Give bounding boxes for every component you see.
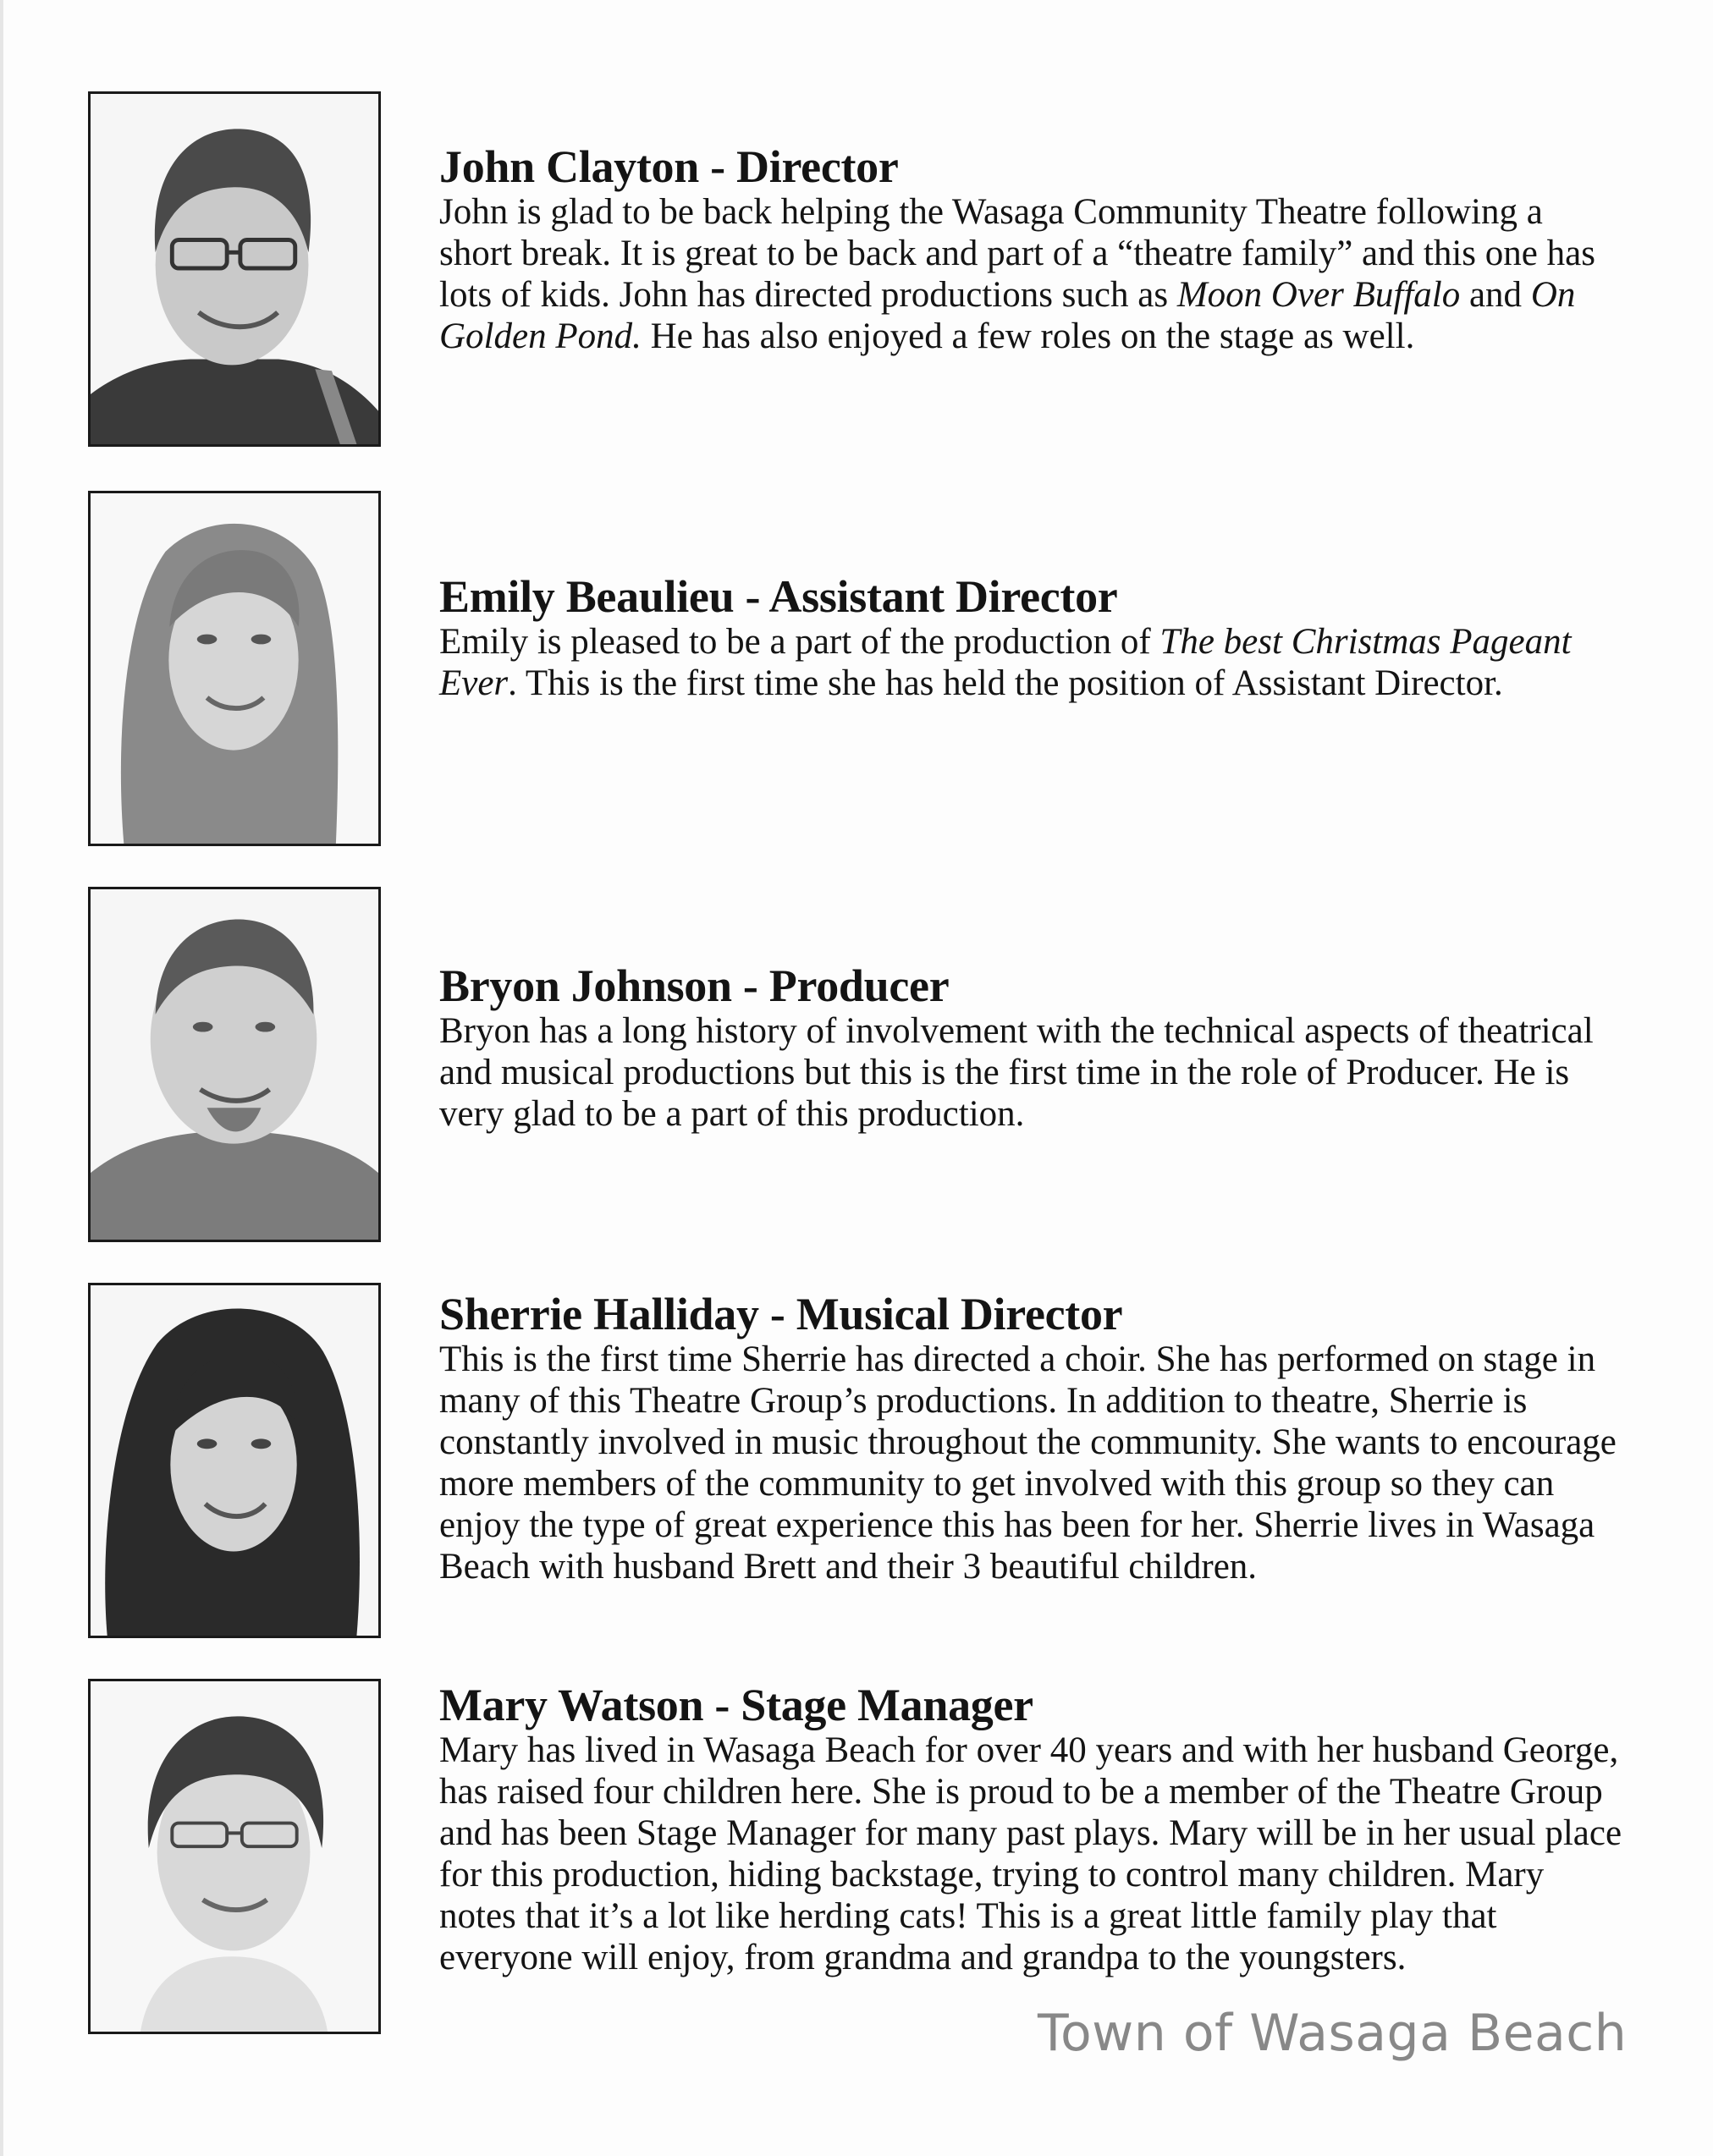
watermark-text: Town of Wasaga Beach: [1038, 2004, 1628, 2063]
bio-paragraph: Emily is pleased to be a part of the production of The best Christmas Pageant Ever. This is the first time she has held the position of Assistant Director.: [439, 622, 1572, 703]
bio-text-bryon-johnson: [439, 961, 1624, 1135]
bio-paragraph: Mary has lived in Wasaga Beach for over 40 years and with her husband George, has raised four children here. She is proud to be a member of the Theatre Group and has been Stage Manager for many past plays. Mary will be in her usual place for this production, hiding backstage, trying to control many children. Mary notes that it’s a lot like herding cats! This is a great little family play that everyone will enjoy, from grandma and grandpa to the youngsters.: [439, 1730, 1622, 1977]
bio-heading: Sherrie Halliday - Musical Director: [439, 1289, 1123, 1339]
bio-heading: Mary Watson - Stage Manager: [439, 1680, 1033, 1730]
title-on-golden-pond: On Golden Pond.: [439, 275, 1576, 356]
bio-paragraph: John is glad to be back helping the Wasaga Community Theatre following a short break. It is great to be back and part of a “theatre family” and this one has lots of kids. John has directed productions such as Moon Over Buffalo and On Golden Pond. He has also enjoyed a few roles on the stage as well.: [439, 192, 1595, 356]
headshot-photo-john-clayton: [88, 91, 381, 447]
bio-heading: Emily Beaulieu - Assistant Director: [439, 571, 1118, 622]
headshot-photo-sherrie-halliday: [88, 1283, 381, 1638]
bio-heading: Bryon Johnson - Producer: [439, 960, 950, 1011]
bio-text-sherrie-halliday: [439, 1290, 1624, 1587]
headshot-photo-emily-beaulieu: [88, 491, 381, 846]
bio-paragraph: This is the first time Sherrie has directed a choir. She has performed on stage in many of this Theatre Group’s productions. In addition to theatre, Sherrie is constantly involved in music throughout the community. She wants to encourage more members of the community to get involved with this group so they can enjoy the type of great experience this has been for her. Sherrie lives in Wasaga Beach with husband Brett and their 3 beautiful children.: [439, 1339, 1617, 1587]
title-best-christmas-pageant: The best Christmas Pageant Ever: [439, 622, 1572, 703]
title-moon-over-buffalo: Moon Over Buffalo: [1176, 275, 1461, 315]
headshot-photo-mary-watson: [88, 1679, 381, 2034]
bio-text-emily-beaulieu: [439, 572, 1624, 704]
headshot-photo-bryon-johnson: [88, 887, 381, 1242]
bio-text-mary-watson: [439, 1680, 1624, 1978]
bio-paragraph: Bryon has a long history of involvement with the technical aspects of theatrical and musical productions but this is the first time in the role of Producer. He is very glad to be a part of this production.: [439, 1011, 1594, 1134]
bio-heading: John Clayton - Director: [439, 141, 899, 192]
bio-text-john-clayton: [439, 142, 1624, 357]
